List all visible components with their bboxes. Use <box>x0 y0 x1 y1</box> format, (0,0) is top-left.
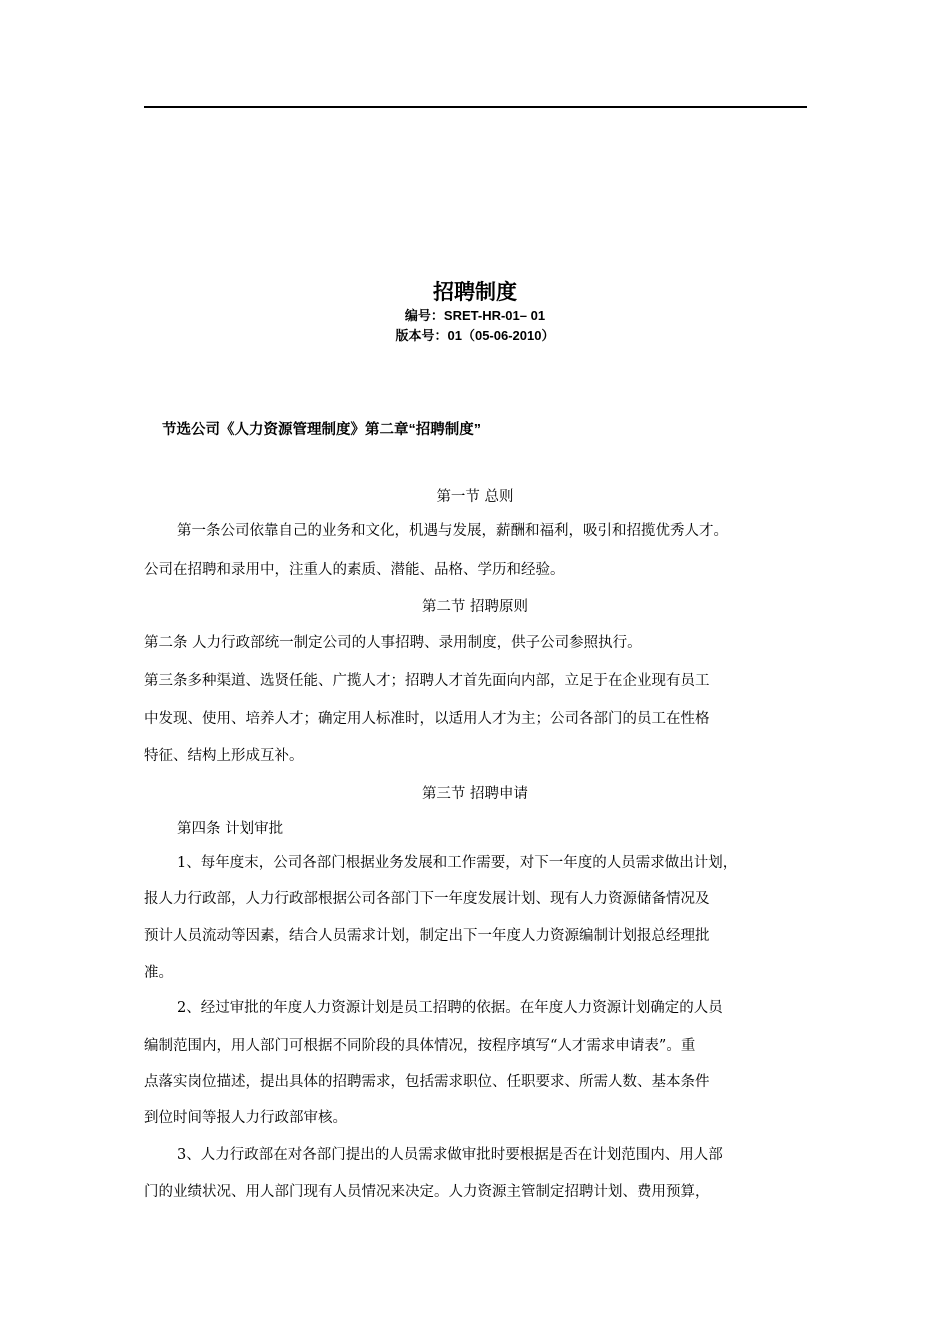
paragraph-line: 第二条 人力行政部统一制定公司的人事招聘、录用制度，供子公司参照执行。 <box>144 635 642 651</box>
document-number: 编号：SRET-HR-01– 01 <box>404 308 546 323</box>
paragraph-line: 到位时间等报人力行政部审核。 <box>144 1110 347 1126</box>
paragraph-line: 第三条多种渠道、选贤任能、广揽人才；招聘人才首先面向内部，立足于在企业现有员工 <box>144 673 710 689</box>
paragraph-line: 报人力行政部，人力行政部根据公司各部门下一年度发展计划、现有人力资源储备情况及 <box>144 891 710 907</box>
paragraph-line: 第一条公司依靠自己的业务和文化，机遇与发展，薪酬和福利，吸引和招揽优秀人才。 <box>177 523 728 539</box>
paragraph-line: 点落实岗位描述，提出具体的招聘需求，包括需求职位、任职要求、所需人数、基本条件 <box>144 1074 710 1090</box>
header-rule <box>144 106 807 108</box>
paragraph-line: 2、经过审批的年度人力资源计划是员工招聘的依据。在年度人力资源计划确定的人员 <box>177 1000 723 1016</box>
paragraph-line: 中发现、使用、培养人才；确定用人标准时，以适用人才为主；公司各部门的员工在性格 <box>144 711 710 727</box>
paragraph-line: 公司在招聘和录用中，注重人的素质、潜能、品格、学历和经验。 <box>144 562 565 578</box>
paragraph-line: 特征、结构上形成互补。 <box>144 748 304 764</box>
section-title-1: 第一节 总则 <box>436 489 514 505</box>
paragraph-line: 准。 <box>144 965 173 981</box>
document-version: 版本号：01（05-06-2010） <box>395 328 555 343</box>
section-title-3: 第三节 招聘申请 <box>421 786 529 802</box>
article-heading: 第四条 计划审批 <box>177 821 284 837</box>
paragraph-line: 编制范围内，用人部门可根据不同阶段的具体情况，按程序填写“人才需求申请表”。重 <box>144 1038 696 1054</box>
paragraph-line: 3、人力行政部在对各部门提出的人员需求做审批时要根据是否在计划范围内、用人部 <box>177 1147 723 1163</box>
excerpt-note: 节选公司《人力资源管理制度》第二章“招聘制度” <box>162 422 481 438</box>
paragraph-line: 1、每年度末，公司各部门根据业务发展和工作需要，对下一年度的人员需求做出计划， <box>177 855 738 871</box>
section-title-2: 第二节 招聘原则 <box>421 599 529 615</box>
paragraph-line: 门的业绩状况、用人部门现有人员情况来决定。人力资源主管制定招聘计划、费用预算， <box>144 1184 710 1200</box>
document-title: 招聘制度 <box>433 281 517 304</box>
paragraph-line: 预计人员流动等因素，结合人员需求计划，制定出下一年度人力资源编制计划报总经理批 <box>144 928 710 944</box>
